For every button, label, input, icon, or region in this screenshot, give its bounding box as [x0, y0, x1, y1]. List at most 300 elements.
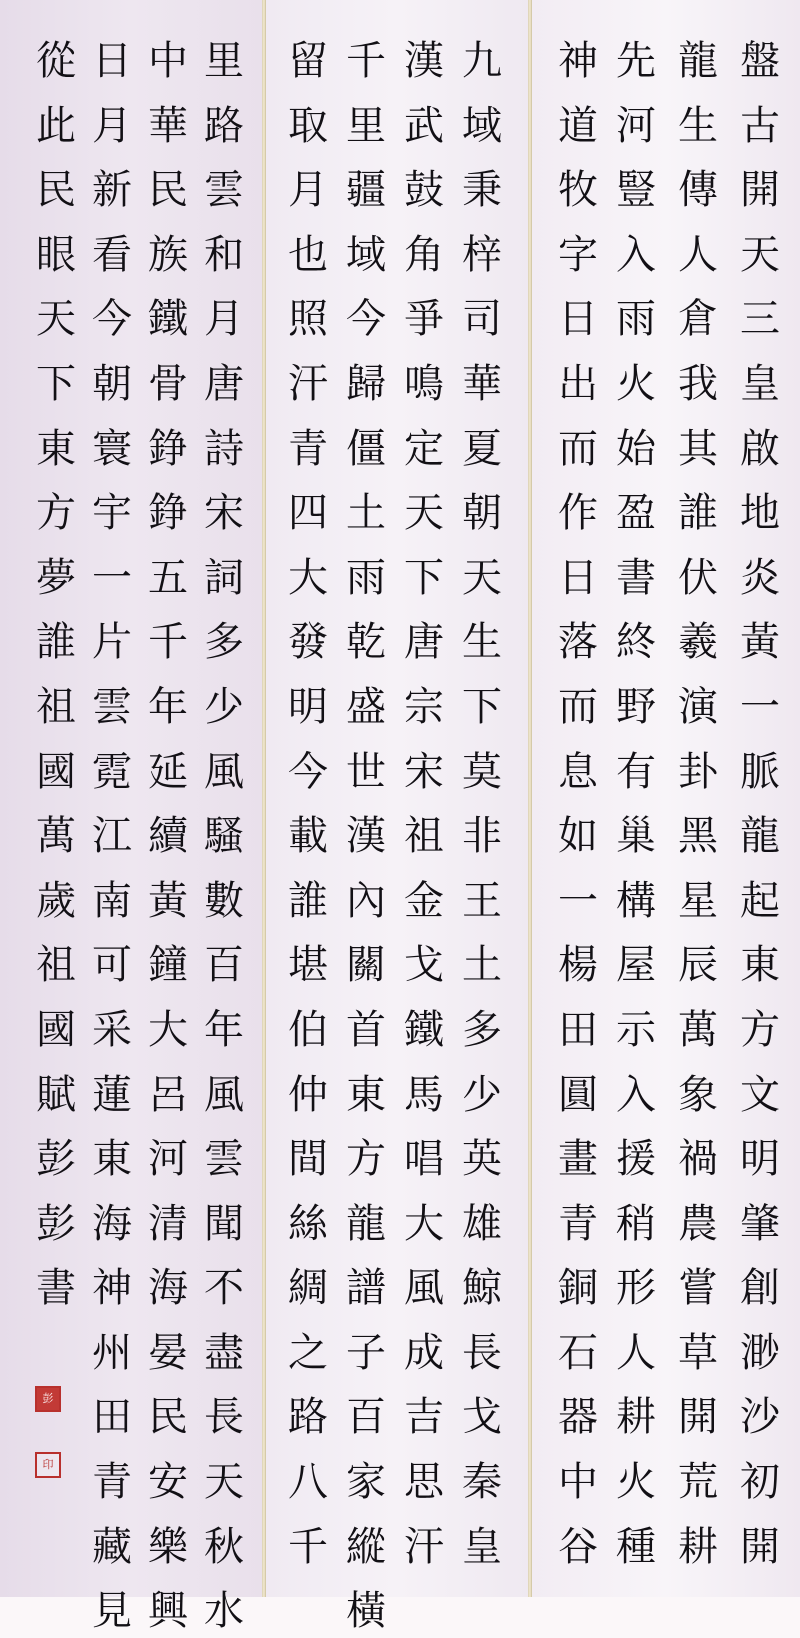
calligraphy-glyph: 家 [346, 1459, 386, 1506]
calligraphy-glyph: 霓 [92, 748, 132, 795]
calligraphy-glyph: 器 [558, 1394, 598, 1441]
calligraphy-glyph: 晏 [148, 1329, 188, 1376]
calligraphy-glyph: 寰 [92, 425, 132, 472]
calligraphy-glyph: 我 [678, 360, 718, 407]
calligraphy-glyph: 草 [678, 1329, 718, 1376]
calligraphy-glyph: 新 [92, 167, 132, 214]
calligraphy-glyph: 水 [204, 1588, 244, 1635]
calligraphy-glyph: 少 [204, 683, 244, 730]
calligraphy-glyph: 盈 [616, 490, 656, 537]
calligraphy-glyph: 歲 [36, 877, 76, 924]
calligraphy-glyph: 星 [678, 877, 718, 924]
calligraphy-glyph: 火 [616, 360, 656, 407]
calligraphy-glyph: 興 [148, 1588, 188, 1635]
calligraphy-glyph: 東 [346, 1071, 386, 1118]
calligraphy-glyph: 辰 [678, 942, 718, 989]
calligraphy-glyph: 橫 [346, 1588, 386, 1635]
calligraphy-glyph: 開 [678, 1394, 718, 1441]
calligraphy-glyph: 續 [148, 813, 188, 860]
calligraphy-glyph: 誰 [678, 490, 718, 537]
calligraphy-glyph: 唐 [204, 360, 244, 407]
calligraphy-glyph: 長 [462, 1329, 502, 1376]
calligraphy-glyph: 楊 [558, 942, 598, 989]
calligraphy-glyph: 而 [558, 425, 598, 472]
calligraphy-glyph: 見 [92, 1588, 132, 1635]
calligraphy-glyph: 鳴 [404, 360, 444, 407]
calligraphy-glyph: 月 [288, 167, 328, 214]
panel-seam [528, 0, 532, 1597]
calligraphy-glyph: 漢 [404, 38, 444, 84]
calligraphy-glyph: 民 [148, 1394, 188, 1441]
calligraphy-glyph: 角 [404, 231, 444, 278]
calligraphy-glyph: 可 [92, 942, 132, 989]
calligraphy-glyph: 域 [462, 102, 502, 149]
calligraphy-glyph: 構 [616, 877, 656, 924]
calligraphy-glyph: 爭 [404, 296, 444, 343]
calligraphy-glyph: 梓 [462, 231, 502, 278]
calligraphy-glyph: 土 [462, 942, 502, 989]
calligraphy-glyph: 嘗 [678, 1265, 718, 1312]
calligraphy-glyph: 先 [616, 38, 656, 84]
calligraphy-glyph: 僵 [346, 425, 386, 472]
calligraphy-glyph: 思 [404, 1459, 444, 1506]
calligraphy-column [138, 34, 198, 1635]
calligraphy-glyph: 入 [616, 1071, 656, 1118]
calligraphy-glyph: 開 [740, 167, 780, 214]
calligraphy-glyph: 彭 [36, 1136, 76, 1183]
calligraphy-glyph: 莫 [462, 748, 502, 795]
calligraphy-glyph: 路 [288, 1394, 328, 1441]
calligraphy-glyph: 古 [740, 102, 780, 149]
calligraphy-glyph: 伏 [678, 554, 718, 601]
calligraphy-glyph: 渺 [740, 1329, 780, 1376]
calligraphy-glyph: 農 [678, 1200, 718, 1247]
calligraphy-glyph: 耕 [616, 1394, 656, 1441]
calligraphy-glyph: 民 [36, 167, 76, 214]
calligraphy-glyph: 子 [346, 1329, 386, 1376]
calligraphy-glyph: 仲 [288, 1071, 328, 1118]
calligraphy-glyph: 清 [148, 1200, 188, 1247]
calligraphy-glyph: 大 [288, 554, 328, 601]
calligraphy-column [394, 34, 454, 1570]
calligraphy-glyph: 落 [558, 619, 598, 666]
calligraphy-glyph: 炎 [740, 554, 780, 601]
calligraphy-glyph: 雨 [616, 296, 656, 343]
calligraphy-glyph: 火 [616, 1459, 656, 1506]
calligraphy-column [606, 34, 666, 1570]
calligraphy-glyph: 皇 [740, 360, 780, 407]
calligraphy-glyph: 鐵 [148, 296, 188, 343]
calligraphy-glyph: 字 [558, 231, 598, 278]
calligraphy-glyph: 汗 [288, 360, 328, 407]
calligraphy-glyph: 東 [36, 425, 76, 472]
calligraphy-glyph: 卦 [678, 748, 718, 795]
calligraphy-glyph: 唱 [404, 1136, 444, 1183]
calligraphy-glyph: 乾 [346, 619, 386, 666]
calligraphy-glyph: 鯨 [462, 1265, 502, 1312]
calligraphy-glyph: 宗 [404, 683, 444, 730]
calligraphy-glyph: 賦 [36, 1071, 76, 1118]
calligraphy-glyph: 大 [404, 1200, 444, 1247]
calligraphy-glyph: 載 [288, 813, 328, 860]
calligraphy-glyph: 漢 [346, 813, 386, 860]
calligraphy-glyph: 戈 [404, 942, 444, 989]
calligraphy-glyph: 萬 [678, 1006, 718, 1053]
calligraphy-glyph: 荒 [678, 1459, 718, 1506]
calligraphy-glyph: 屋 [616, 942, 656, 989]
calligraphy-glyph: 長 [204, 1394, 244, 1441]
calligraphy-glyph: 文 [740, 1071, 780, 1118]
calligraphy-glyph: 發 [288, 619, 328, 666]
calligraphy-glyph: 華 [462, 360, 502, 407]
calligraphy-glyph: 有 [616, 748, 656, 795]
calligraphy-glyph: 里 [204, 38, 244, 84]
calligraphy-glyph: 伯 [288, 1006, 328, 1053]
calligraphy-glyph: 樂 [148, 1523, 188, 1570]
calligraphy-glyph: 南 [92, 877, 132, 924]
calligraphy-glyph: 片 [92, 619, 132, 666]
calligraphy-column [452, 34, 512, 1570]
calligraphy-glyph: 起 [740, 877, 780, 924]
calligraphy-glyph: 下 [36, 360, 76, 407]
calligraphy-glyph: 江 [92, 813, 132, 860]
calligraphy-glyph: 初 [740, 1459, 780, 1506]
calligraphy-glyph: 書 [36, 1265, 76, 1312]
calligraphy-glyph: 道 [558, 102, 598, 149]
calligraphy-glyph: 河 [616, 102, 656, 149]
calligraphy-glyph: 一 [92, 554, 132, 601]
calligraphy-glyph: 夢 [36, 554, 76, 601]
calligraphy-glyph: 天 [204, 1459, 244, 1506]
calligraphy-glyph: 東 [740, 942, 780, 989]
calligraphy-glyph: 汗 [404, 1523, 444, 1570]
calligraphy-glyph: 明 [740, 1136, 780, 1183]
calligraphy-glyph: 日 [558, 554, 598, 601]
calligraphy-glyph: 宋 [404, 748, 444, 795]
calligraphy-glyph: 族 [148, 231, 188, 278]
calligraphy-glyph: 司 [462, 296, 502, 343]
calligraphy-glyph: 圓 [558, 1071, 598, 1118]
calligraphy-glyph: 藏 [92, 1523, 132, 1570]
calligraphy-glyph: 龍 [678, 38, 718, 84]
calligraphy-glyph: 民 [148, 167, 188, 214]
calligraphy-glyph: 朝 [92, 360, 132, 407]
calligraphy-glyph: 秉 [462, 167, 502, 214]
calligraphy-glyph: 綢 [288, 1265, 328, 1312]
calligraphy-glyph: 州 [92, 1329, 132, 1376]
calligraphy-glyph: 蓮 [92, 1071, 132, 1118]
calligraphy-glyph: 眼 [36, 231, 76, 278]
calligraphy-glyph: 國 [36, 748, 76, 795]
calligraphy-glyph: 鼓 [404, 167, 444, 214]
calligraphy-glyph: 神 [92, 1265, 132, 1312]
calligraphy-glyph: 此 [36, 102, 76, 149]
calligraphy-glyph: 縱 [346, 1523, 386, 1570]
calligraphy-glyph: 疆 [346, 167, 386, 214]
calligraphy-glyph: 禍 [678, 1136, 718, 1183]
calligraphy-glyph: 生 [678, 102, 718, 149]
calligraphy-glyph: 照 [288, 296, 328, 343]
calligraphy-glyph: 華 [148, 102, 188, 149]
calligraphy-glyph: 世 [346, 748, 386, 795]
calligraphy-glyph: 牧 [558, 167, 598, 214]
calligraphy-glyph: 土 [346, 490, 386, 537]
calligraphy-glyph: 中 [558, 1459, 598, 1506]
calligraphy-glyph: 傳 [678, 167, 718, 214]
calligraphy-glyph: 英 [462, 1136, 502, 1183]
calligraphy-glyph: 九 [462, 38, 502, 84]
calligraphy-glyph: 示 [616, 1006, 656, 1053]
calligraphy-glyph: 雨 [346, 554, 386, 601]
calligraphy-glyph: 東 [92, 1136, 132, 1183]
calligraphy-glyph: 終 [616, 619, 656, 666]
calligraphy-glyph: 成 [404, 1329, 444, 1376]
calligraphy-glyph: 吉 [404, 1394, 444, 1441]
calligraphy-glyph: 詞 [204, 554, 244, 601]
calligraphy-glyph: 數 [204, 877, 244, 924]
calligraphy-glyph: 金 [404, 877, 444, 924]
calligraphy-glyph: 千 [148, 619, 188, 666]
calligraphy-glyph: 青 [288, 425, 328, 472]
calligraphy-glyph: 首 [346, 1006, 386, 1053]
calligraphy-glyph: 野 [616, 683, 656, 730]
calligraphy-glyph: 黃 [740, 619, 780, 666]
calligraphy-glyph: 神 [558, 38, 598, 84]
calligraphy-glyph: 盛 [346, 683, 386, 730]
calligraphy-glyph: 馬 [404, 1071, 444, 1118]
calligraphy-glyph: 百 [346, 1394, 386, 1441]
calligraphy-glyph: 宇 [92, 490, 132, 537]
calligraphy-glyph: 百 [204, 942, 244, 989]
calligraphy-glyph: 王 [462, 877, 502, 924]
calligraphy-glyph: 域 [346, 231, 386, 278]
calligraphy-column [26, 34, 86, 1564]
calligraphy-glyph: 開 [740, 1523, 780, 1570]
calligraphy-glyph: 秦 [462, 1459, 502, 1506]
calligraphy-glyph: 詩 [204, 425, 244, 472]
calligraphy-glyph: 祖 [36, 942, 76, 989]
calligraphy-glyph: 彭 [36, 1200, 76, 1247]
calligraphy-glyph: 絲 [288, 1200, 328, 1247]
calligraphy-glyph: 少 [462, 1071, 502, 1118]
calligraphy-glyph: 萬 [36, 813, 76, 860]
calligraphy-glyph: 譜 [346, 1265, 386, 1312]
calligraphy-glyph: 千 [346, 38, 386, 84]
calligraphy-glyph: 黃 [148, 877, 188, 924]
calligraphy-glyph: 內 [346, 877, 386, 924]
calligraphy-glyph: 風 [404, 1265, 444, 1312]
calligraphy-glyph: 下 [462, 683, 502, 730]
calligraphy-glyph: 稍 [616, 1200, 656, 1247]
calligraphy-glyph: 誰 [36, 619, 76, 666]
calligraphy-glyph: 始 [616, 425, 656, 472]
calligraphy-glyph: 巢 [616, 813, 656, 860]
calligraphy-glyph: 形 [616, 1265, 656, 1312]
calligraphy-glyph: 一 [740, 683, 780, 730]
calligraphy-glyph: 今 [92, 296, 132, 343]
calligraphy-glyph: 風 [204, 748, 244, 795]
calligraphy-glyph: 千 [288, 1523, 328, 1570]
calligraphy-glyph: 風 [204, 1071, 244, 1118]
calligraphy-glyph: 中 [148, 38, 188, 84]
calligraphy-glyph: 一 [558, 877, 598, 924]
calligraphy-glyph: 聞 [204, 1200, 244, 1247]
calligraphy-column [668, 34, 728, 1570]
calligraphy-glyph: 雄 [462, 1200, 502, 1247]
calligraphy-glyph: 入 [616, 231, 656, 278]
calligraphy-glyph: 方 [740, 1006, 780, 1053]
calligraphy-glyph: 下 [404, 554, 444, 601]
calligraphy-glyph: 黑 [678, 813, 718, 860]
calligraphy-glyph: 羲 [678, 619, 718, 666]
calligraphy-column [336, 34, 396, 1635]
calligraphy-glyph: 脈 [740, 748, 780, 795]
calligraphy-glyph: 八 [288, 1459, 328, 1506]
calligraphy-glyph: 也 [288, 231, 328, 278]
calligraphy-glyph: 秋 [204, 1523, 244, 1570]
calligraphy-glyph: 之 [288, 1329, 328, 1376]
calligraphy-glyph: 鐵 [404, 1006, 444, 1053]
calligraphy-glyph: 而 [558, 683, 598, 730]
calligraphy-glyph: 國 [36, 1006, 76, 1053]
calligraphy-glyph: 沙 [740, 1394, 780, 1441]
calligraphy-glyph: 今 [288, 748, 328, 795]
calligraphy-glyph: 田 [558, 1006, 598, 1053]
calligraphy-glyph: 骨 [148, 360, 188, 407]
calligraphy-glyph: 錚 [148, 490, 188, 537]
calligraphy-glyph: 龍 [346, 1200, 386, 1247]
calligraphy-glyph: 日 [558, 296, 598, 343]
calligraphy-glyph: 天 [404, 490, 444, 537]
calligraphy-glyph: 安 [148, 1459, 188, 1506]
calligraphy-glyph: 看 [92, 231, 132, 278]
calligraphy-glyph: 年 [204, 1006, 244, 1053]
calligraphy-glyph: 其 [678, 425, 718, 472]
seal-stamp: 彭 [35, 1386, 61, 1412]
calligraphy-glyph: 間 [288, 1136, 328, 1183]
calligraphy-glyph: 祖 [404, 813, 444, 860]
calligraphy-glyph: 年 [148, 683, 188, 730]
calligraphy-glyph: 盤 [740, 38, 780, 84]
calligraphy-glyph: 日 [92, 38, 132, 84]
calligraphy-glyph: 月 [204, 296, 244, 343]
calligraphy-glyph: 三 [740, 296, 780, 343]
calligraphy-glyph: 采 [92, 1006, 132, 1053]
calligraphy-glyph: 海 [92, 1200, 132, 1247]
calligraphy-glyph: 青 [558, 1200, 598, 1247]
calligraphy-glyph: 畫 [558, 1136, 598, 1183]
calligraphy-glyph: 里 [346, 102, 386, 149]
calligraphy-glyph: 倉 [678, 296, 718, 343]
calligraphy-glyph: 留 [288, 38, 328, 84]
calligraphy-glyph: 五 [148, 554, 188, 601]
calligraphy-glyph: 非 [462, 813, 502, 860]
calligraphy-glyph: 雲 [204, 167, 244, 214]
calligraphy-glyph: 明 [288, 683, 328, 730]
calligraphy-glyph: 關 [346, 942, 386, 989]
calligraphy-glyph: 呂 [148, 1071, 188, 1118]
calligraphy-glyph: 皇 [462, 1523, 502, 1570]
calligraphy-glyph: 如 [558, 813, 598, 860]
calligraphy-glyph: 不 [204, 1265, 244, 1312]
calligraphy-glyph: 海 [148, 1265, 188, 1312]
calligraphy-column [278, 34, 338, 1570]
calligraphy-glyph: 路 [204, 102, 244, 149]
calligraphy-glyph: 天 [36, 296, 76, 343]
calligraphy-glyph: 誰 [288, 877, 328, 924]
calligraphy-glyph: 人 [678, 231, 718, 278]
seal-stamp: 印 [35, 1452, 61, 1478]
calligraphy-glyph: 和 [204, 231, 244, 278]
calligraphy-glyph: 取 [288, 102, 328, 149]
calligraphy-glyph: 方 [346, 1136, 386, 1183]
calligraphy-glyph: 盡 [204, 1329, 244, 1376]
calligraphy-glyph: 田 [92, 1394, 132, 1441]
calligraphy-glyph: 銅 [558, 1265, 598, 1312]
calligraphy-glyph: 夏 [462, 425, 502, 472]
calligraphy-glyph: 祖 [36, 683, 76, 730]
calligraphy-glyph: 朝 [462, 490, 502, 537]
calligraphy-glyph: 戈 [462, 1394, 502, 1441]
calligraphy-glyph: 種 [616, 1523, 656, 1570]
calligraphy-glyph: 書 [616, 554, 656, 601]
calligraphy-glyph: 谷 [558, 1523, 598, 1570]
calligraphy-glyph: 象 [678, 1071, 718, 1118]
calligraphy-glyph: 今 [346, 296, 386, 343]
calligraphy-glyph: 天 [740, 231, 780, 278]
calligraphy-glyph: 出 [558, 360, 598, 407]
calligraphy-glyph: 肇 [740, 1200, 780, 1247]
calligraphy-glyph: 援 [616, 1136, 656, 1183]
calligraphy-glyph: 錚 [148, 425, 188, 472]
calligraphy-glyph: 作 [558, 490, 598, 537]
calligraphy-glyph: 鐘 [148, 942, 188, 989]
calligraphy-glyph: 創 [740, 1265, 780, 1312]
calligraphy-glyph: 多 [462, 1006, 502, 1053]
calligraphy-glyph: 延 [148, 748, 188, 795]
calligraphy-glyph: 月 [92, 102, 132, 149]
calligraphy-glyph: 大 [148, 1006, 188, 1053]
calligraphy-glyph: 歸 [346, 360, 386, 407]
calligraphy-glyph: 地 [740, 490, 780, 537]
calligraphy-glyph: 宋 [204, 490, 244, 537]
calligraphy-glyph: 堪 [288, 942, 328, 989]
calligraphy-glyph: 石 [558, 1329, 598, 1376]
calligraphy-glyph: 四 [288, 490, 328, 537]
calligraphy-column [548, 34, 608, 1570]
calligraphy-glyph: 息 [558, 748, 598, 795]
calligraphy-glyph: 定 [404, 425, 444, 472]
calligraphy-glyph: 雲 [204, 1136, 244, 1183]
calligraphy-glyph: 武 [404, 102, 444, 149]
calligraphy-glyph: 青 [92, 1459, 132, 1506]
calligraphy-glyph: 耕 [678, 1523, 718, 1570]
calligraphy-glyph: 啟 [740, 425, 780, 472]
calligraphy-glyph: 方 [36, 490, 76, 537]
calligraphy-glyph: 天 [462, 554, 502, 601]
calligraphy-glyph: 多 [204, 619, 244, 666]
calligraphy-column [730, 34, 790, 1570]
calligraphy-glyph: 生 [462, 619, 502, 666]
calligraphy-column [82, 34, 142, 1635]
calligraphy-glyph: 從 [36, 38, 76, 84]
calligraphy-glyph: 河 [148, 1136, 188, 1183]
calligraphy-glyph: 豎 [616, 167, 656, 214]
calligraphy-glyph: 雲 [92, 683, 132, 730]
calligraphy-glyph: 唐 [404, 619, 444, 666]
calligraphy-column [194, 34, 254, 1635]
calligraphy-glyph: 人 [616, 1329, 656, 1376]
